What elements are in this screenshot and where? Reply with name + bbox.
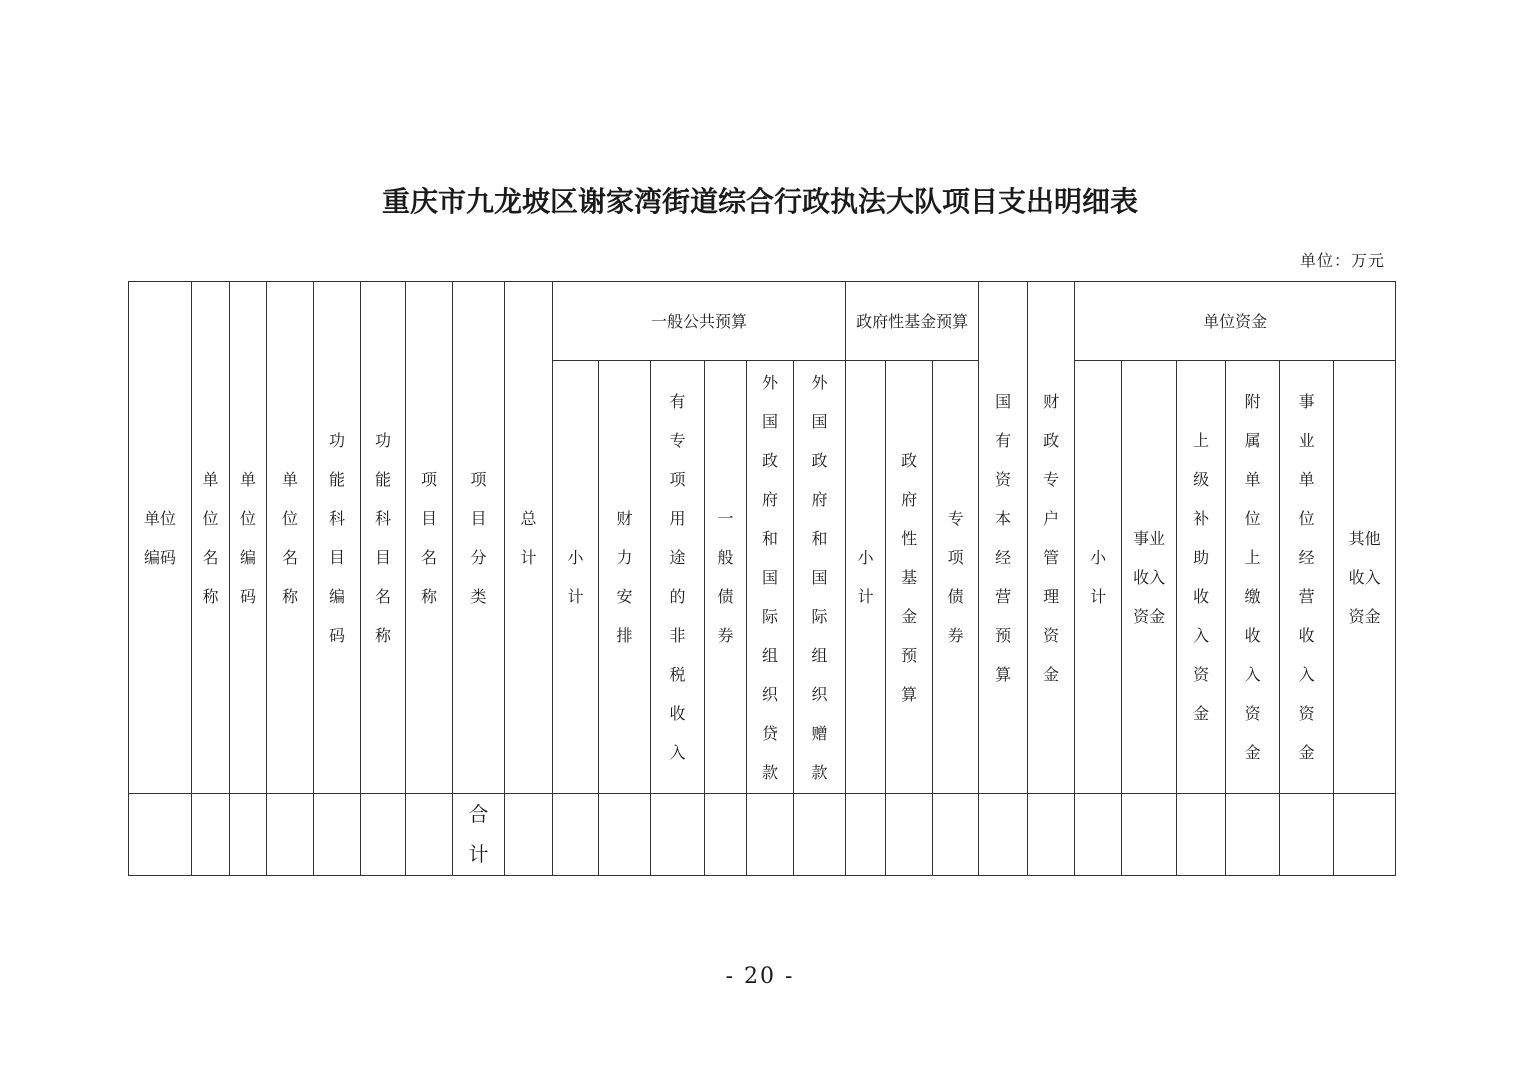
header-state-capital: 国有资本经营预算 (979, 282, 1028, 794)
total-cell (599, 794, 651, 876)
total-cell (314, 794, 361, 876)
header-project-name: 项目名称 (406, 282, 453, 794)
total-cell (1226, 794, 1280, 876)
header-gp-foreign-loan: 外国政府和国际组织贷款 (747, 361, 794, 794)
total-label: 合计 (453, 794, 505, 876)
total-cell (129, 794, 192, 876)
header-uf-subtotal: 小计 (1075, 361, 1122, 794)
header-uf-subsidy: 上级补助收入资金 (1177, 361, 1226, 794)
total-cell (1334, 794, 1396, 876)
header-gp-general-bond: 一般债券 (705, 361, 747, 794)
unit-label: 单位：万元 (1299, 251, 1385, 270)
total-cell (747, 794, 794, 876)
header-gp-fiscal: 财力安排 (599, 361, 651, 794)
total-cell (1122, 794, 1177, 876)
header-uf-other: 其他收入资金 (1334, 361, 1396, 794)
page-number: - 20 - (725, 964, 795, 989)
header-gf-subtotal: 小计 (846, 361, 886, 794)
header-uf-operating: 事业单位经营收入资金 (1280, 361, 1334, 794)
group-unit-funds: 单位资金 (1075, 282, 1396, 361)
total-cell (1177, 794, 1226, 876)
total-cell (406, 794, 453, 876)
total-cell (846, 794, 886, 876)
total-cell (1280, 794, 1334, 876)
header-unit-name-1: 单位名称 (192, 282, 230, 794)
header-gf-special-bond: 专项债券 (933, 361, 979, 794)
group-gov-fund: 政府性基金预算 (846, 282, 979, 361)
total-cell (794, 794, 846, 876)
total-cell (267, 794, 314, 876)
total-cell (705, 794, 747, 876)
header-func-name: 功能科目名称 (361, 282, 406, 794)
header-row-groups (129, 282, 1396, 361)
header-gp-subtotal: 小计 (553, 361, 599, 794)
header-gp-special-nontax: 有专项用途的非税收入 (651, 361, 705, 794)
total-cell (361, 794, 406, 876)
total-cell (553, 794, 599, 876)
header-func-code: 功能科目编码 (314, 282, 361, 794)
total-row (129, 794, 1396, 876)
total-cell (933, 794, 979, 876)
total-cell (192, 794, 230, 876)
total-cell (651, 794, 705, 876)
header-gf-fund-budget: 政府性基金预算 (886, 361, 933, 794)
total-cell (886, 794, 933, 876)
header-gp-foreign-grant: 外国政府和国际组织赠款 (794, 361, 846, 794)
document-title: 重庆市九龙坡区谢家湾街道综合行政执法大队项目支出明细表 (381, 185, 1138, 218)
total-cell (230, 794, 267, 876)
total-cell (979, 794, 1028, 876)
total-cell (1075, 794, 1122, 876)
project-expenditure-table (128, 281, 1396, 876)
header-unit-name-2: 单位名称 (267, 282, 314, 794)
header-unit-code-2: 单位编码 (230, 282, 267, 794)
total-cell (505, 794, 553, 876)
group-general-budget: 一般公共预算 (553, 282, 846, 361)
total-cell (1028, 794, 1075, 876)
header-uf-affiliated: 附属单位上缴收入资金 (1226, 361, 1280, 794)
header-fiscal-special: 财政专户管理资金 (1028, 282, 1075, 794)
header-project-category: 项目分类 (453, 282, 505, 794)
header-grand-total: 总计 (505, 282, 553, 794)
header-uf-business-income: 事业收入资金 (1122, 361, 1177, 794)
header-unit-code: 单位编码 (129, 282, 192, 794)
